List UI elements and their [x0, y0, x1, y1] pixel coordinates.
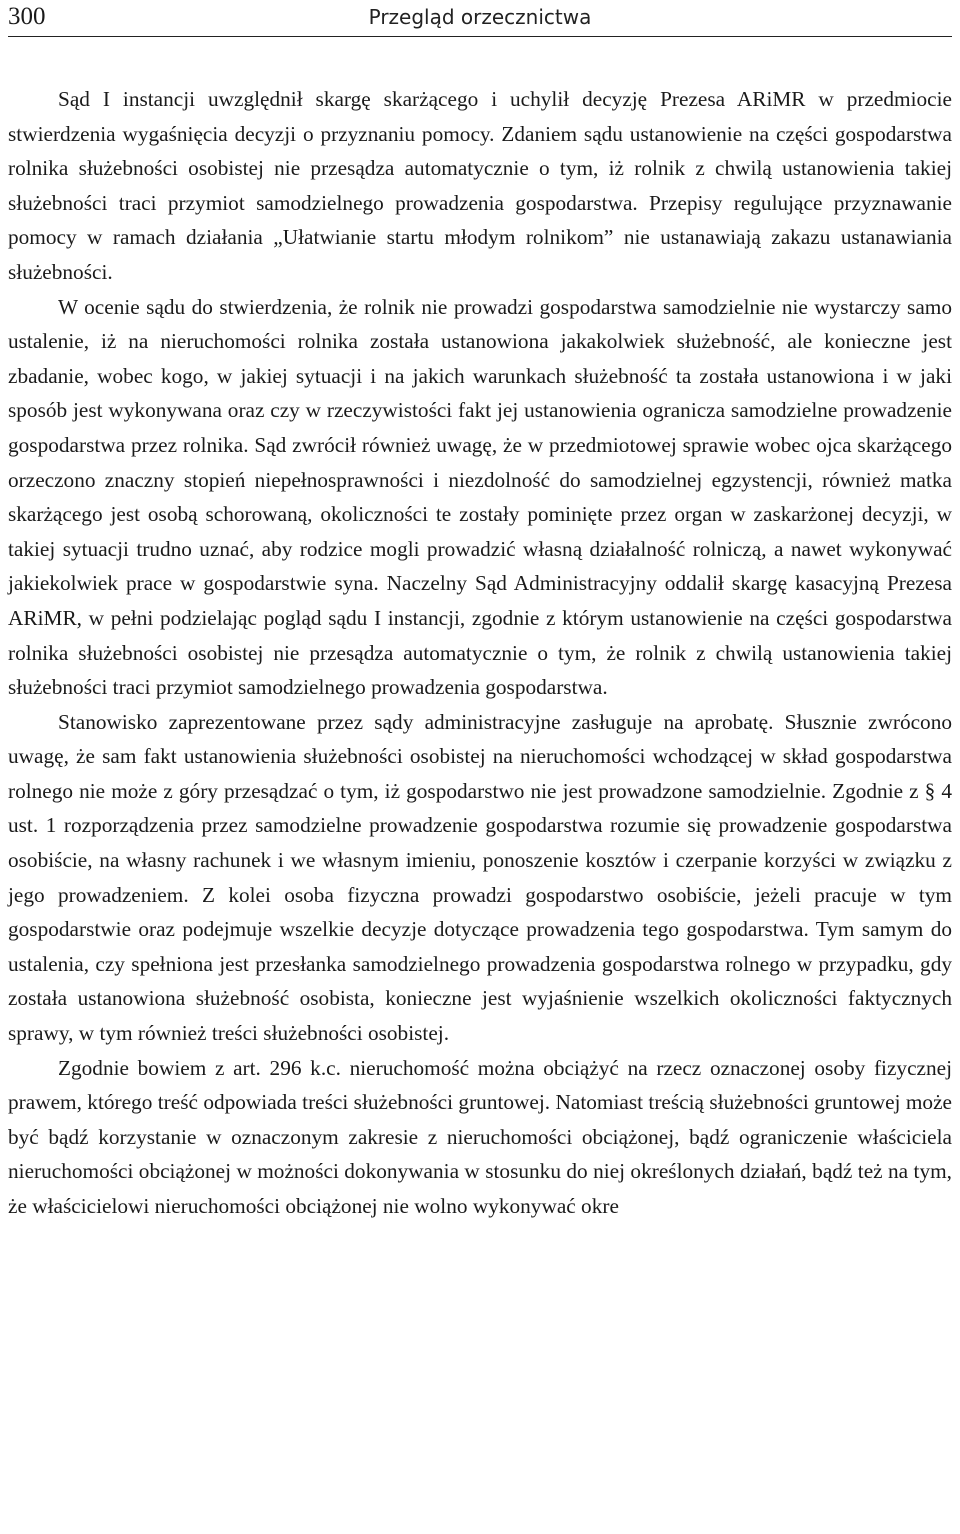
body-text — [8, 82, 952, 1224]
page-number: 300 — [8, 3, 46, 30]
paragraph: W ocenie sądu do stwierdzenia, że rolnik nie prowadzi gospodarstwa samodzielnie nie wystarczy samo ustalenie, iż na nieruchomości rolnika została ustanowiona jakakolwiek służebność, ale konieczne jest zbadanie, wobec kogo, w jakiej sytuacji i na jakich warunkach służebność ta została ustanowiona i w jaki sposób jest wykonywana oraz czy w rzeczywistości fakt jej ustanowienia ogranicza samodzielne prowadzenie gospodarstwa przez rolnika. Sąd zwrócił również uwagę, że w przedmiotowej sprawie wobec ojca skarżącego orzeczono znaczny stopień niepełnosprawności i niezdolność do samodzielnej egzystencji, również matka skarżącego jest osobą schorowaną, okoliczności te zostały pominięte przez organ w zaskarżonej decyzji, w takiej sytuacji trudno uznać, aby rodzice mogli prowadzić własną działalność rolniczą, a nawet wykonywać jakiekolwiek prace w gospodarstwie syna. Naczelny Sąd Administracyjny oddalił skargę kasacyjną Prezesa ARiMR, w pełni podzielając pogląd sądu I instancji, zgodnie z którym ustanowienie na części gospodarstwa rolnika służebności osobistej nie przesądza automatycznie o tym, że rolnik z chwilą ustanowienia takiej służebności traci przymiot samodzielnego prowadzenia gospodarstwa. — [8, 294, 952, 700]
running-title: Przegląd orzecznictwa — [368, 5, 592, 29]
paragraph: Stanowisko zaprezentowane przez sądy administracyjne zasługuje na aprobatę. Słusznie zwrócono uwagę, że sam fakt ustanowienia służebności osobistej na nieruchomości wchodzącej w skład gospodarstwa rolnego nie może z góry przesądzać o tym, iż gospodarstwo nie jest prowadzone samodzielnie. Zgodnie z § 4 ust. 1 rozporządzenia przez samodzielne prowadzenie gospodarstwa rozumie się prowadzenie gospodarstwa osobiście, na własny rachunek i we własnym imieniu, ponoszenie kosztów i czerpanie korzyści w związku z jego prowadzeniem. Z kolei osoba fizyczna prowadzi gospodarstwo osobiście, jeżeli pracuje w tym gospodarstwie oraz podejmuje wszelkie decyzje dotyczące prowadzenia tego gospodarstwa. Tym samym do ustalenia, czy spełniona jest przesłanka samodzielnego prowadzenia gospodarstwa rolnego w przypadku, gdy została ustanowiona służebność osobista, konieczne jest wyjaśnienie wszelkich okoliczności faktycznych sprawy, w tym również treści służebności osobistej. — [8, 709, 952, 1046]
paragraph: Zgodnie bowiem z art. 296 k.c. nieruchomość można obciążyć na rzecz oznaczonej osoby fizycznej prawem, którego treść odpowiada treści służebności gruntowej. Natomiast treścią służebności gruntowej może być bądź korzystanie w oznaczonym zakresie z nieruchomości obciążonej, bądź ograniczenie właściciela nieruchomości obciążonej w możności dokonywania w stosunku do niej określonych działań, bądź też na tym, że właścicielowi nieruchomości obciążonej nie wolno wykonywać okre — [8, 1055, 952, 1218]
paragraph: Sąd I instancji uwzględnił skargę skarżącego i uchylił decyzję Prezesa ARiMR w przedmiocie stwierdzenia wygaśnięcia decyzji o przyznaniu pomocy. Zdaniem sądu ustanowienie na części gospodarstwa rolnika służebności osobistej nie przesądza automatycznie o tym, iż rolnik z chwilą ustanowienia takiej służebności traci przymiot samodzielnego prowadzenia gospodarstwa. Przepisy regulujące przyznawanie pomocy w ramach działania „Ułatwianie startu młodym rolnikom” nie ustanawiają zakazu ustanawiania służebności. — [8, 87, 952, 284]
page-header — [8, 0, 952, 37]
